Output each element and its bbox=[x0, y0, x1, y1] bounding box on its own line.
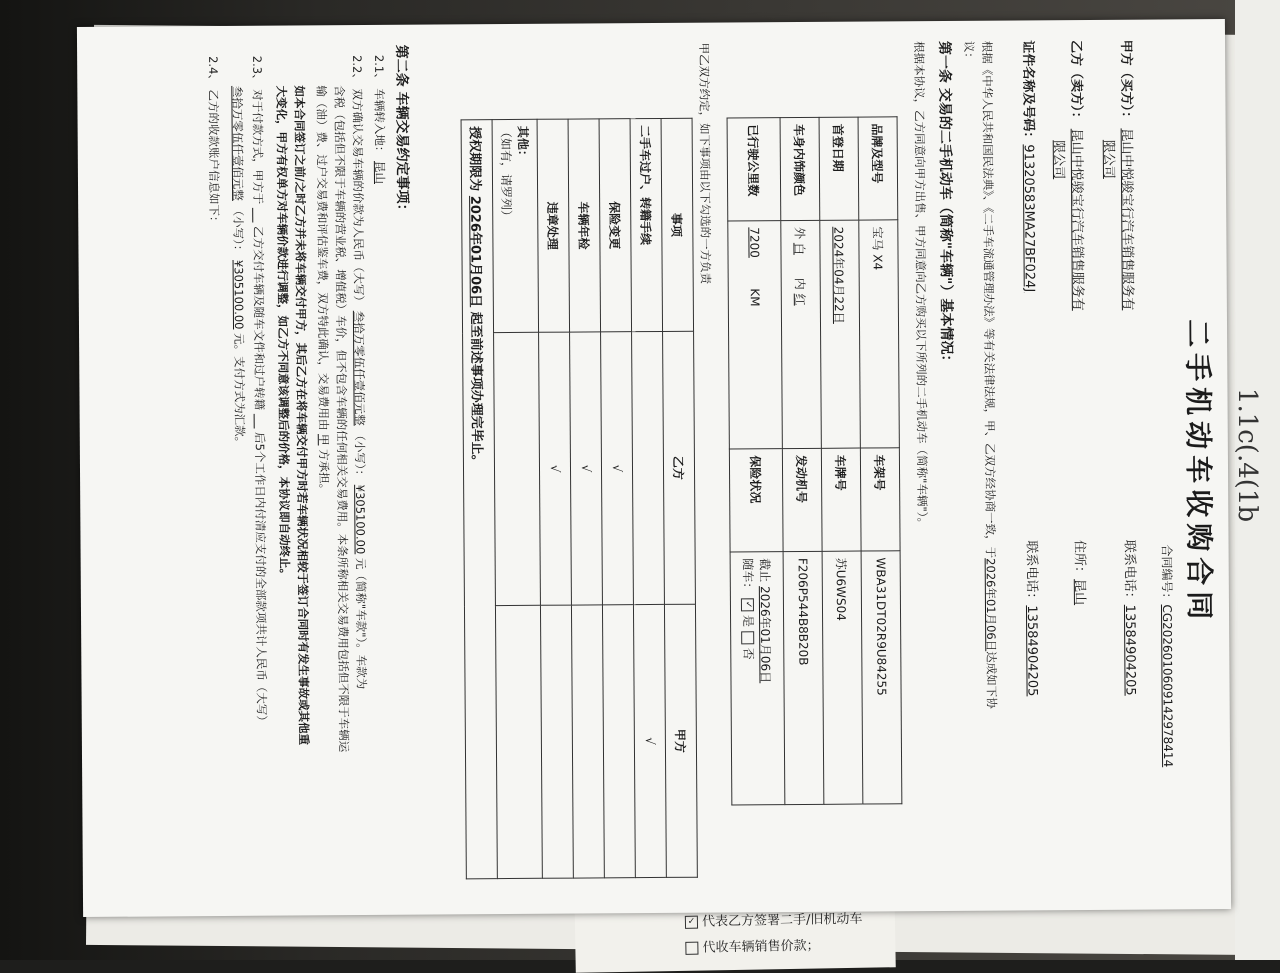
party-b-address-value: 昆山 bbox=[1071, 578, 1087, 606]
contract-document bbox=[77, 19, 1231, 917]
table-cell bbox=[632, 331, 665, 604]
table-cell: 车辆年检 bbox=[568, 119, 600, 332]
clause-2-4-text: 乙方的收款账户信息如下： bbox=[206, 89, 222, 228]
table-cell bbox=[571, 605, 604, 878]
table-cell: 宝马 X4 bbox=[859, 220, 900, 448]
bold-clause-line2: 大变化，甲方有权单方对车辆价款进行调整，如乙方不同意该调整后的价格，本协议即自动终止。 bbox=[274, 85, 292, 581]
insurance-with-car bbox=[740, 558, 759, 798]
clause-2-2-line2: 含税（包括但不限于车辆的营业税、增值税）车价，但不包含车辆的任何相关交易费用。本条所称相关交易费用包括但不限于车辆运 bbox=[332, 85, 351, 753]
table-cell: 保险变更 bbox=[599, 119, 631, 332]
party-b-phone-label: 联系电话： bbox=[1023, 540, 1039, 606]
party-b-id-value: 913205​83MA27BF024J bbox=[1020, 144, 1037, 293]
insurance-expiry-label: 截止 bbox=[757, 558, 772, 583]
article2-title: 第二条 车辆交易约定事项： bbox=[393, 44, 411, 218]
party-b-address bbox=[1072, 540, 1091, 605]
clause-2-1 bbox=[371, 55, 388, 184]
table-row bbox=[599, 119, 635, 878]
table-header-row bbox=[661, 118, 697, 877]
table-cell: √ bbox=[633, 604, 666, 877]
party-a-phone bbox=[1122, 540, 1142, 696]
party-a-label: 甲方（买方）： bbox=[1118, 39, 1134, 125]
mileage-value: 7200 bbox=[747, 227, 762, 258]
no-checkbox[interactable] bbox=[741, 631, 754, 644]
clause-2-2-small-label: （小写）： bbox=[352, 429, 368, 482]
table-cell: 二手车过户、转籍手续 bbox=[630, 118, 662, 331]
table-cell: 违章处理 bbox=[537, 119, 569, 332]
party-a-phone-label: 联系电话： bbox=[1121, 539, 1137, 605]
checkbox-icon: ✓ bbox=[685, 916, 698, 929]
party-b-name-line2: 限公司 bbox=[1050, 140, 1066, 180]
table-row bbox=[492, 119, 542, 878]
clause-2-2-text-b: 元（简称"车款"）。车款为 bbox=[353, 557, 369, 690]
preamble-line2: 议： bbox=[962, 40, 977, 64]
party-a bbox=[1118, 40, 1139, 311]
insurance-expiry-date: 2026年01月06日 bbox=[757, 586, 773, 684]
table-cell: √ bbox=[601, 332, 634, 605]
clause-2-4 bbox=[205, 56, 222, 228]
party-a-name-line1: 昆山中悦骏宝行汽车销售服务有 bbox=[1118, 128, 1135, 311]
party-b-id bbox=[1020, 40, 1041, 292]
yes-checkbox[interactable]: ✓ bbox=[741, 598, 754, 611]
clause-2-1-value: 昆山 bbox=[372, 160, 388, 185]
clause-2-1-text: 车辆转入地： bbox=[372, 88, 387, 158]
clause-2-4-num: 2.4、 bbox=[206, 56, 221, 86]
clause-2-3-text-a: 对于付款方式，甲方于 bbox=[250, 89, 266, 205]
party-b-address-label: 住所： bbox=[1071, 539, 1087, 580]
preamble-text: 根据《中华人民共和国民法典》、《二手车流通管理办法》等有关法律法规，甲、乙双方经协商一致，于 bbox=[980, 40, 998, 559]
side-line-3 bbox=[685, 935, 819, 956]
clause-2-3-num: 2.3、 bbox=[250, 55, 265, 86]
table-cell: 已行驶公里数 bbox=[727, 118, 781, 221]
table-row bbox=[727, 118, 785, 805]
clause-2-2-line3 bbox=[313, 85, 332, 495]
clause-2-3-text-c: 后5个工作日内付清应支付的全部款项共计人民币（大写） bbox=[252, 432, 269, 727]
clause-2-3-amount-words: 叁拾万零伍仟壹佰元整 bbox=[230, 85, 246, 201]
table-cell bbox=[495, 605, 542, 878]
table-row bbox=[858, 117, 902, 804]
table-cell: WBA31DT02R9U84255 bbox=[861, 551, 902, 804]
color-outer-value: 白 bbox=[792, 242, 808, 255]
header-item: 事项 bbox=[661, 118, 693, 331]
table-cell: 车牌号 bbox=[821, 448, 861, 551]
party-a-name-line2: 限公司 bbox=[1100, 139, 1116, 179]
table-cell bbox=[494, 332, 541, 605]
party-a-phone-value: 13584904205 bbox=[1121, 604, 1138, 696]
party-b bbox=[1068, 40, 1089, 311]
table-row bbox=[780, 117, 824, 804]
clause-2-2-amount: ¥305100.00 bbox=[353, 484, 368, 555]
contract-page bbox=[117, 19, 1223, 887]
vehicle-info-table bbox=[727, 116, 903, 805]
table-cell: 车架号 bbox=[860, 448, 900, 551]
table-cell: √ bbox=[539, 332, 572, 605]
checkbox-empty-icon bbox=[685, 942, 698, 955]
deadline-date: 2026年01月06日 bbox=[467, 195, 484, 308]
clause-2-2-num: 2.2、 bbox=[350, 55, 365, 85]
table-row bbox=[568, 119, 604, 878]
table-row bbox=[819, 117, 863, 804]
clause-2-2-party: 甲 bbox=[316, 433, 331, 446]
side-line-3-text: 代收车辆销售价款； bbox=[702, 938, 820, 956]
clause-2-2 bbox=[349, 55, 369, 689]
table-row bbox=[537, 119, 573, 878]
color-outer-label: 外 bbox=[792, 226, 807, 240]
clause-2-1-num: 2.1、 bbox=[372, 54, 387, 85]
party-b-id-label: 证件名称及号码： bbox=[1020, 40, 1036, 145]
insurance-expiry bbox=[757, 558, 776, 798]
table-row bbox=[630, 118, 666, 877]
party-b-label: 乙方（卖方）： bbox=[1068, 39, 1084, 125]
preamble-line1 bbox=[979, 41, 1000, 709]
table-cell: 保险状况 bbox=[729, 449, 783, 552]
table-row bbox=[461, 120, 497, 879]
party-b-name-line1: 昆山中悦骏宝行汽车销售服务有 bbox=[1068, 128, 1085, 311]
table-cell bbox=[540, 605, 573, 878]
party-b-phone-value: 13584904205 bbox=[1023, 605, 1040, 697]
preamble-text-end: 达成如下协 bbox=[984, 651, 999, 709]
mileage-unit: KM bbox=[747, 288, 762, 307]
table-cell bbox=[602, 605, 635, 878]
deadline-cell bbox=[461, 120, 497, 879]
contract-number-value: CG2026010609142978414 bbox=[1159, 604, 1176, 768]
responsibility-table bbox=[461, 118, 698, 880]
clause-2-2-line3-end: 方承担。 bbox=[316, 449, 332, 496]
bold-clause-line1: 如本合同签订之前/之时乙方并未将车辆交付甲方，其后乙方在将车辆交付甲方时若车辆状况相较于签订合同时有发生事故或其他重 bbox=[292, 85, 311, 746]
clause-2-3-small-label: （小写）： bbox=[231, 204, 246, 257]
table-cell: 车身内饰颜色 bbox=[780, 117, 820, 220]
yes-label: 是 bbox=[741, 614, 756, 628]
clause-2-3-amount: ¥305100.00 bbox=[231, 259, 247, 330]
table-cell bbox=[492, 119, 538, 332]
table-cell: 品牌及型号 bbox=[858, 117, 898, 220]
clause-2-3-text-b: 乙方交付车辆及随车文件和过户转籍 bbox=[251, 226, 267, 411]
preamble-date: 2026年01月06日 bbox=[983, 558, 999, 652]
deadline-text: 起至前述事项办理完毕止。 bbox=[468, 311, 485, 468]
table-cell: F206P544B8B20B bbox=[783, 551, 824, 804]
table-cell: 首登日期 bbox=[819, 117, 859, 220]
table-cell: 发动机号 bbox=[782, 448, 822, 551]
clause-2-2-line3-text: 输（油）费、过户交易费和评估鉴车费，双方特此确认，交易费用由 bbox=[314, 85, 331, 431]
header-party-b: 乙方 bbox=[663, 331, 696, 604]
party-b-phone bbox=[1024, 540, 1044, 696]
other-label: 其他： bbox=[515, 125, 530, 162]
clause-2-3-end: 元。支付方式为汇款。 bbox=[232, 333, 247, 449]
article1-title: 第一条 交易的二手机动车（简称"车辆"）基本情况： bbox=[936, 40, 955, 369]
handwriting-1: 1.1c(.4(1b bbox=[1232, 387, 1263, 523]
table-cell bbox=[781, 220, 822, 448]
clause-2-3 bbox=[249, 56, 270, 727]
color-inner-label: 内 bbox=[793, 277, 808, 290]
clause-2-3-line2 bbox=[229, 86, 248, 448]
contract-number-label: 合同编号： bbox=[1159, 544, 1174, 605]
insurance-with-car-label: 随车： bbox=[740, 558, 755, 595]
article1-intro: 根据本协议，乙方同意向甲方出售、甲方同意向乙方购买以下所列的二手机动车（简称"车辆"）。 bbox=[912, 41, 930, 530]
clause-2-2-amount-words: 叁拾万零伍仟壹佰元整 bbox=[351, 310, 367, 426]
side-line-2-text: 代表乙方签署二手/旧机动车 bbox=[701, 911, 863, 930]
contract-number bbox=[1159, 544, 1178, 767]
header-party-a: 甲方 bbox=[664, 604, 697, 877]
page-title: 二手机动车收购合同 bbox=[1180, 319, 1217, 626]
table-cell bbox=[728, 221, 783, 449]
table-cell: √ bbox=[570, 332, 603, 605]
deadline-label: 授权期限为 bbox=[467, 126, 483, 192]
table-cell: 2024年04月22日 bbox=[820, 220, 861, 448]
clause-2-2-text: 双方确认交易车辆的价款为人民币（大写） bbox=[350, 88, 366, 308]
other-sub: （如有，请罗列） bbox=[498, 125, 514, 223]
table-cell: 苏U6WS04 bbox=[822, 551, 863, 804]
responsibility-intro: 甲乙双方约定，如下事项由以下勾选的一方负责 bbox=[697, 42, 713, 285]
table-cell bbox=[730, 552, 785, 805]
no-label: 否 bbox=[741, 647, 756, 660]
color-inner-value: 红 bbox=[793, 293, 808, 306]
